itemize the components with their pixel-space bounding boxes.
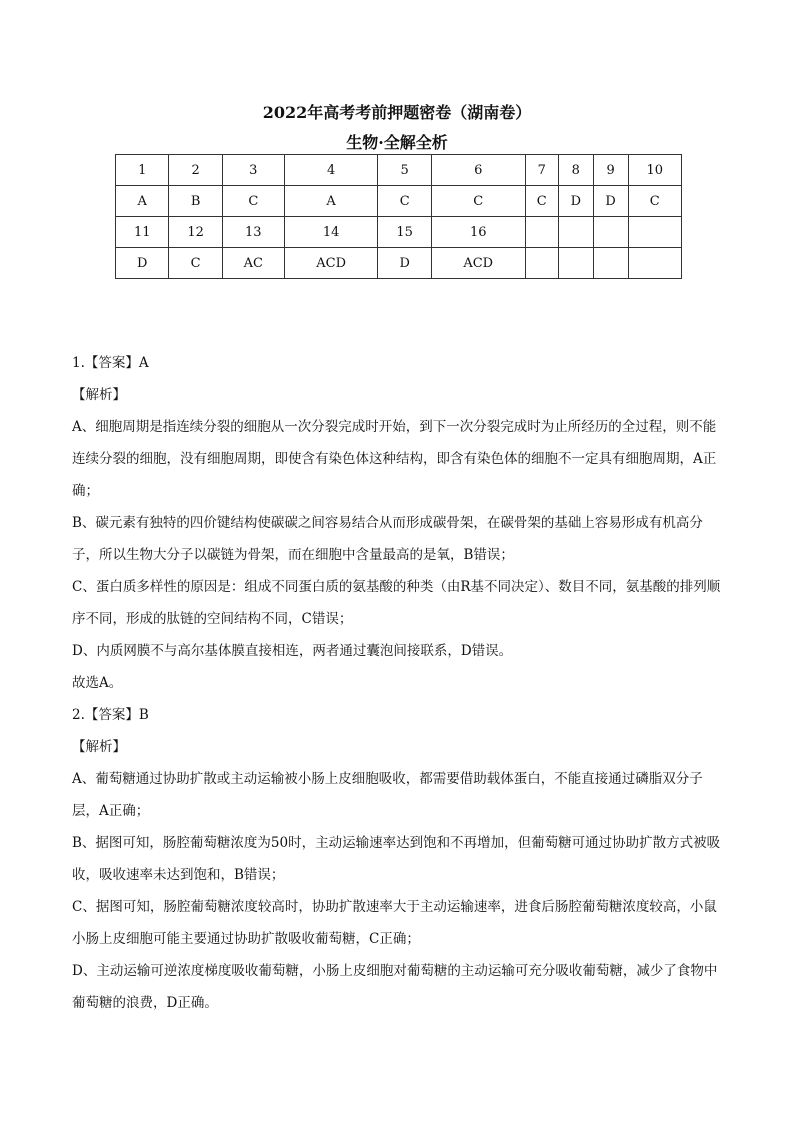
answer-table-cell: D xyxy=(116,248,169,279)
analysis-heading: 【解析】 xyxy=(72,739,126,755)
answer-table-cell: D xyxy=(378,248,431,279)
answer-table-cell: C xyxy=(431,186,525,217)
answer-table-row xyxy=(116,248,682,279)
answer-line: 1.【答案】A xyxy=(72,355,149,371)
answer-table-cell: 2 xyxy=(169,155,222,186)
answer-table-cell: ACD xyxy=(431,248,525,279)
analysis-paragraph: C、蛋白质多样性的原因是：组成不同蛋白质的氨基酸的种类（由R基不同决定）、数目不同，氨基酸的排列顺序不同，形成的肽链的空间结构不同，C错误； xyxy=(72,579,721,627)
analysis-paragraph: D、主动运输可逆浓度梯度吸收葡萄糖，小肠上皮细胞对葡萄糖的主动运输可充分吸收葡萄糖，减少了食物中葡萄糖的浪费，D正确。 xyxy=(72,963,718,1011)
answer-table-cell: B xyxy=(169,186,222,217)
analysis-paragraph: D、内质网膜不与高尔基体膜直接相连，两者通过囊泡间接联系，D错误。 xyxy=(72,643,513,659)
answer-table-cell: 14 xyxy=(284,217,378,248)
answer-table-cell xyxy=(525,217,558,248)
answer-table-cell: 12 xyxy=(169,217,222,248)
answer-table-cell: 8 xyxy=(558,155,593,186)
answer-table-cell: C xyxy=(628,186,681,217)
answer-table-cell: 15 xyxy=(378,217,431,248)
answer-table-cell: 6 xyxy=(431,155,525,186)
analysis-paragraph: A、葡萄糖通过协助扩散或主动运输被小肠上皮细胞吸收，都需要借助载体蛋白，不能直接通过磷脂双分子层，A正确； xyxy=(72,771,703,819)
answer-table-cell: 4 xyxy=(284,155,378,186)
answer-table-cell xyxy=(628,248,681,279)
answer-table-cell: D xyxy=(558,186,593,217)
answer-table-cell xyxy=(593,217,628,248)
answer-table-cell: A xyxy=(116,186,169,217)
answer-table-cell xyxy=(558,248,593,279)
answer-table-cell: 13 xyxy=(222,217,284,248)
answer-table-cell: 5 xyxy=(378,155,431,186)
page-title: 2022年高考考前押题密卷（湖南卷） xyxy=(262,103,532,122)
answer-table-cell: C xyxy=(169,248,222,279)
page-subtitle: 生物·全解全析 xyxy=(346,133,448,152)
answer-table-row xyxy=(116,217,682,248)
answer-table-cell xyxy=(628,217,681,248)
answer-table-cell: D xyxy=(593,186,628,217)
answer-table-cell: 3 xyxy=(222,155,284,186)
analysis-heading: 【解析】 xyxy=(72,387,126,403)
answer-table-cell: 7 xyxy=(525,155,558,186)
analysis-content xyxy=(72,347,724,1019)
answer-table-row xyxy=(116,155,682,186)
answer-table-cell xyxy=(525,248,558,279)
answer-table-cell xyxy=(558,217,593,248)
analysis-paragraph: B、据图可知，肠腔葡萄糖浓度为50时，主动运输速率达到饱和不再增加，但葡萄糖可通过协助扩散方式被吸收，吸收速率未达到饱和，B错误； xyxy=(72,835,721,883)
answer-table-cell: C xyxy=(222,186,284,217)
answer-line: 2.【答案】B xyxy=(72,707,149,723)
answer-table-cell: C xyxy=(525,186,558,217)
answer-table-row xyxy=(116,186,682,217)
analysis-paragraph: C、据图可知，肠腔葡萄糖浓度较高时，协助扩散速率大于主动运输速率，进食后肠腔葡萄糖浓度较高，小鼠小肠上皮细胞可能主要通过协助扩散吸收葡萄糖，C正确； xyxy=(72,899,717,947)
answer-table-cell: A xyxy=(284,186,378,217)
analysis-paragraph: B、碳元素有独特的四价键结构使碳碳之间容易结合从而形成碳骨架，在碳骨架的基础上容易形成有机高分子，所以生物大分子以碳链为骨架，而在细胞中含量最高的是氧，B错误； xyxy=(72,515,703,563)
answer-table-cell: 1 xyxy=(116,155,169,186)
answer-table-cell: 10 xyxy=(628,155,681,186)
answer-table xyxy=(115,154,682,279)
answer-table-cell: 16 xyxy=(431,217,525,248)
answer-table-cell: ACD xyxy=(284,248,378,279)
answer-table-cell xyxy=(593,248,628,279)
analysis-paragraph: A、细胞周期是指连续分裂的细胞从一次分裂完成时开始，到下一次分裂完成时为止所经历的全过程，则不能连续分裂的细胞，没有细胞周期，即使含有染色体这种结构，即含有染色体的细胞不一定具有细胞周期，A正确； xyxy=(72,419,717,499)
answer-table-cell: 11 xyxy=(116,217,169,248)
conclusion-line: 故选A。 xyxy=(72,675,123,691)
answer-table-cell: C xyxy=(378,186,431,217)
answer-table-cell: 9 xyxy=(593,155,628,186)
answer-table-cell: AC xyxy=(222,248,284,279)
